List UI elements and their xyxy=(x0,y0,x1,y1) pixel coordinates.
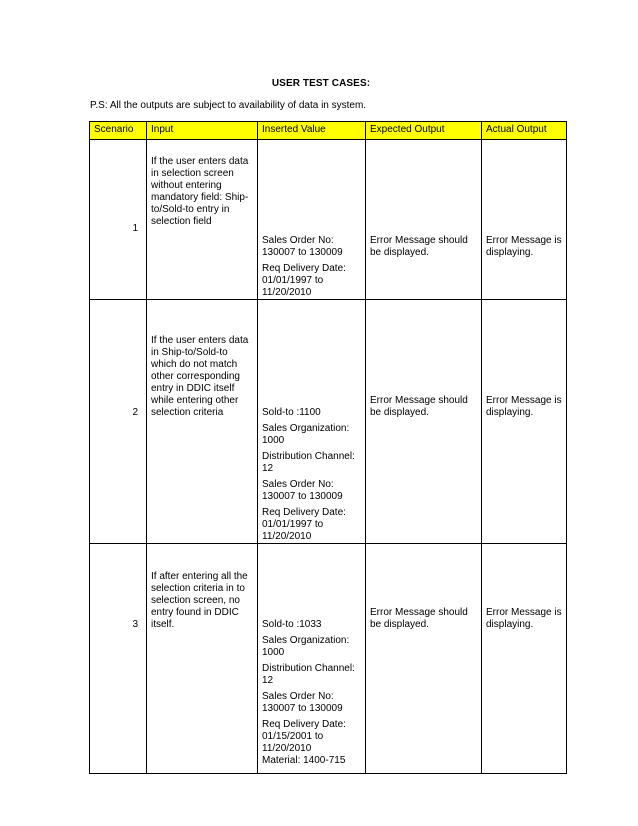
inserted-value-item: Sales Organization: 1000 xyxy=(262,635,350,658)
inserted-value-cell xyxy=(258,300,366,544)
actual-output-text: Error Message is displaying. xyxy=(486,395,562,418)
table-row xyxy=(90,300,567,544)
expected-output-text: Error Message should be displayed. xyxy=(370,607,468,630)
header-actual-output: Actual Output xyxy=(482,122,567,140)
actual-output-cell xyxy=(482,140,567,300)
expected-output-cell xyxy=(366,300,482,544)
inserted-value-item: Distribution Channel: 12 xyxy=(262,451,355,474)
scenario-cell xyxy=(90,544,147,774)
scenario-number: 3 xyxy=(132,619,138,630)
inserted-value-item: Req Delivery Date: 01/01/1997 to 11/20/2010 xyxy=(262,263,346,298)
table-row xyxy=(90,140,567,300)
scenario-number: 2 xyxy=(132,407,138,418)
table-header-row xyxy=(90,122,567,140)
inserted-value-item: Sold-to :1100 xyxy=(262,407,321,418)
expected-output-cell xyxy=(366,544,482,774)
inserted-value-item: Distribution Channel: 12 xyxy=(262,663,355,686)
input-text: If after entering all the selection criteria in to selection screen, no entry found in DDIC itself. xyxy=(151,571,248,630)
expected-output-cell xyxy=(366,140,482,300)
inserted-value-item: Req Delivery Date: 01/15/2001 to 11/20/2010 xyxy=(262,719,346,754)
header-input: Input xyxy=(147,122,258,140)
inserted-value-item: Sales Order No: 130007 to 130009 xyxy=(262,235,343,258)
availability-note: P.S: All the outputs are subject to availability of data in system. xyxy=(90,100,367,111)
header-inserted-value: Inserted Value xyxy=(258,122,366,140)
inserted-value-cell xyxy=(258,140,366,300)
input-text: If the user enters data in selection screen without entering mandatory field: Ship-to/Sold-to entry in selection field xyxy=(151,156,249,227)
expected-output-text: Error Message should be displayed. xyxy=(370,235,468,258)
inserted-value-item: Sales Order No: 130007 to 130009 xyxy=(262,479,343,502)
input-cell xyxy=(147,140,258,300)
scenario-cell xyxy=(90,140,147,300)
inserted-value-item: Req Delivery Date: 01/01/1997 to 11/20/2010 xyxy=(262,507,346,542)
actual-output-text: Error Message is displaying. xyxy=(486,607,562,630)
table-row xyxy=(90,544,567,774)
inserted-value-cell xyxy=(258,544,366,774)
expected-output-text: Error Message should be displayed. xyxy=(370,395,468,418)
scenario-cell xyxy=(90,300,147,544)
input-cell xyxy=(147,544,258,774)
actual-output-cell xyxy=(482,544,567,774)
header-expected-output: Expected Output xyxy=(366,122,482,140)
actual-output-text: Error Message is displaying. xyxy=(486,235,562,258)
input-text: If the user enters data in Ship-to/Sold-to which do not match other corresponding entry in DDIC itself while entering other selection criteria xyxy=(151,335,249,418)
actual-output-cell xyxy=(482,300,567,544)
inserted-value-item: Material: 1400-715 xyxy=(262,755,346,766)
input-cell xyxy=(147,300,258,544)
inserted-value-item: Sales Organization: 1000 xyxy=(262,423,350,446)
document-title: USER TEST CASES: xyxy=(271,78,371,89)
inserted-value-item: Sold-to :1033 xyxy=(262,619,322,630)
scenario-number: 1 xyxy=(132,223,138,234)
inserted-value-item: Sales Order No: 130007 to 130009 xyxy=(262,691,343,714)
test-cases-table xyxy=(89,121,567,774)
header-scenario: Scenario xyxy=(90,122,147,140)
